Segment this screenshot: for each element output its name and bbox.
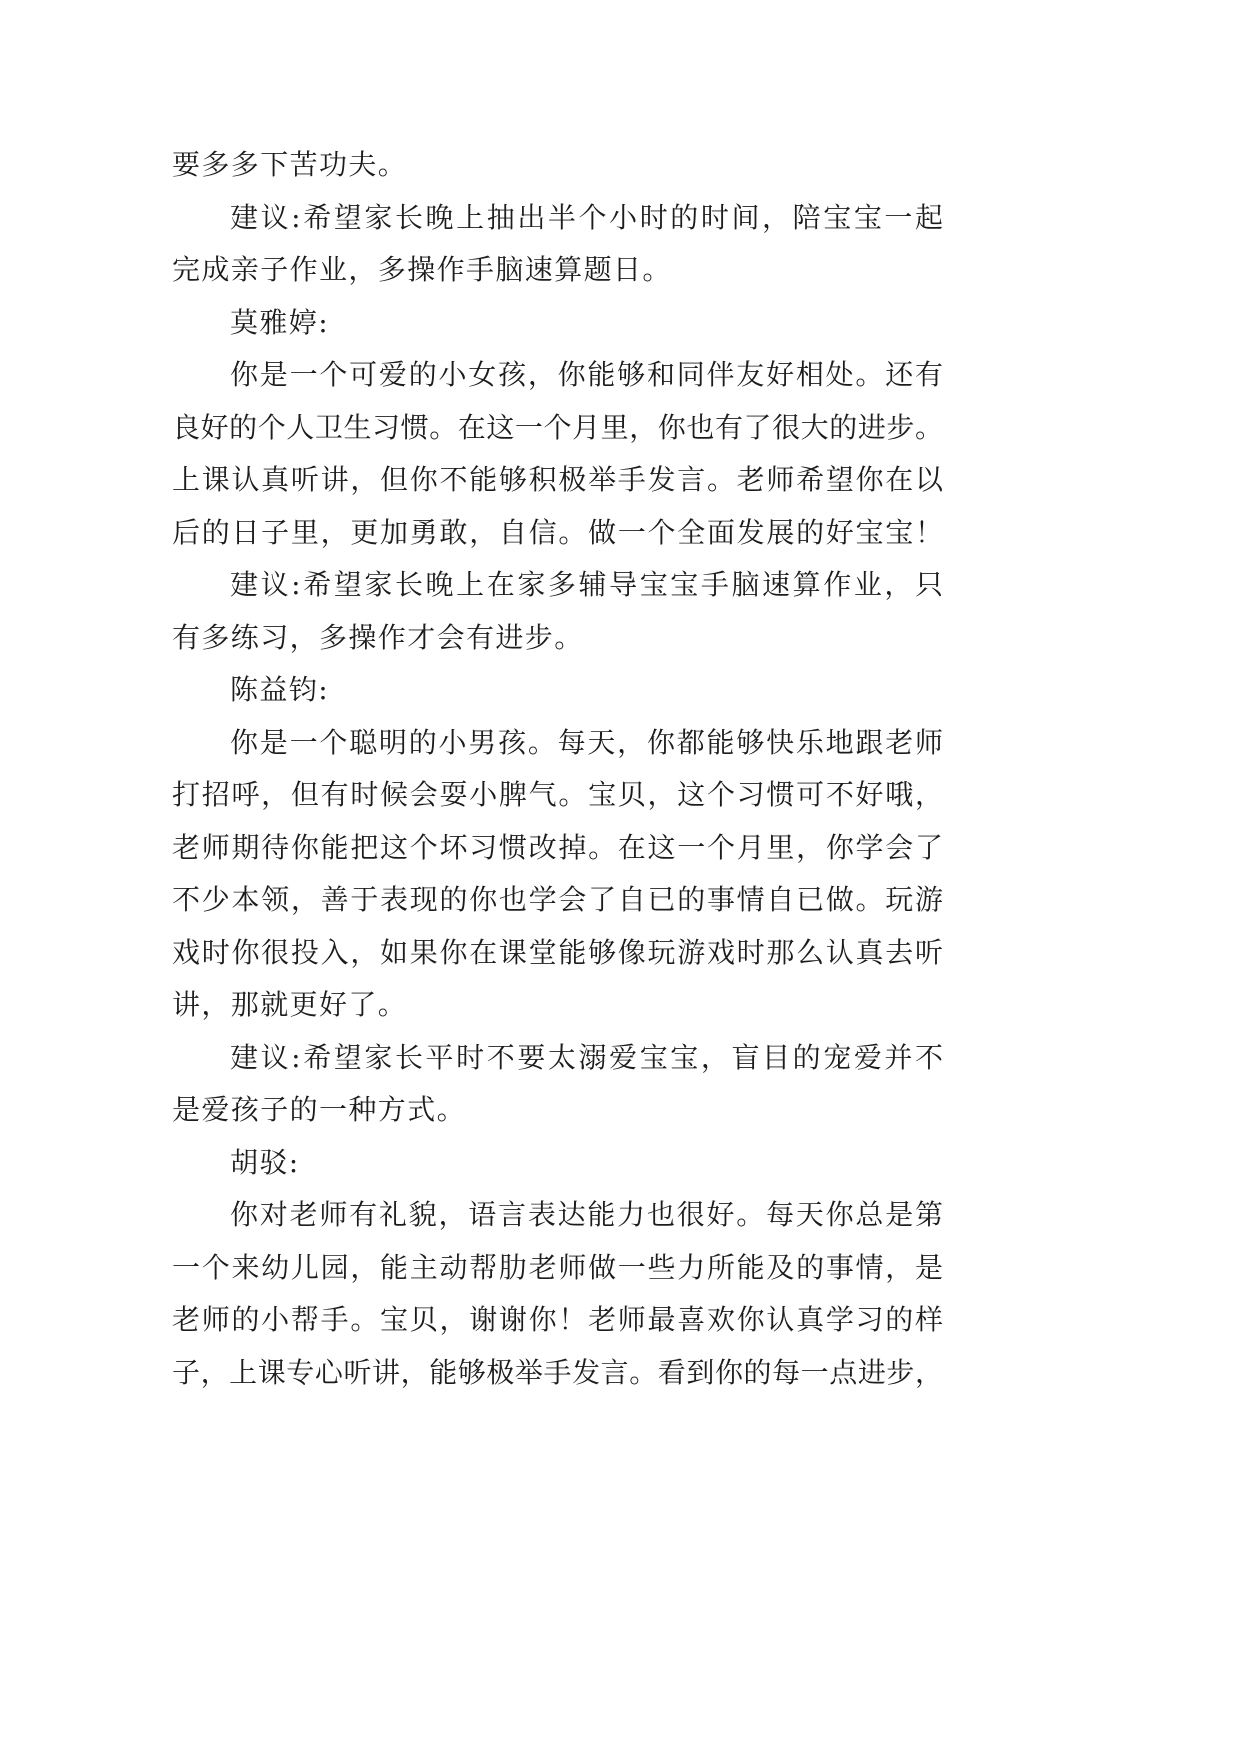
suggestion-paragraph (172, 1032, 943, 1137)
text-line: 完成亲子作业，多操作手脑速算题日。 (172, 253, 672, 286)
text-line: 是爱孩子的一种方式。 (172, 1093, 467, 1126)
student-name-heading (172, 1137, 943, 1190)
text-line: 有多练习，多操作才会有进步。 (172, 620, 584, 654)
text-line: 子，上课专心听讲，能够极举手发言。看到你的每一点进步， (172, 1355, 943, 1389)
text-line: 要多多下苦功夫。 (172, 148, 408, 181)
text-line: 戏时你很投入，如果你在课堂能够像玩游戏时那么认真去听 (172, 935, 943, 969)
text-line: 建议:希望家长晚上抽出半个小时的时间，陪宝宝一起 (230, 200, 943, 234)
text-line: 胡驳: (230, 1145, 300, 1179)
document-body (172, 139, 943, 1399)
suggestion-paragraph (172, 192, 943, 297)
text-line: 建议:希望家长平时不要太溺爱宝宝，盲目的宠爱并不 (230, 1040, 943, 1074)
text-line: 不少本领，善于表现的你也学会了自已的事情自已做。玩游 (172, 883, 943, 916)
text-line: 一个来幼儿园，能主动帮肋老师做一些力所能及的事情，是 (172, 1250, 943, 1284)
comment-paragraph (172, 1189, 943, 1399)
text-line: 陈益钧: (230, 673, 330, 706)
student-name-heading (172, 297, 943, 350)
text-line: 莫雅婷: (230, 305, 330, 339)
text-line: 建议:希望家长晚上在家多辅导宝宝手脑速算作业，只 (230, 568, 943, 601)
text-line: 你对老师有礼貌，语言表达能力也很好。每天你总是第 (230, 1198, 943, 1231)
student-name-heading (172, 664, 943, 717)
text-line: 后的日子里，更加勇敢，自信。做一个全面发展的好宝宝！ (172, 515, 943, 549)
text-line: 你是一个可爱的小女孩，你能够和同伴友好相处。还有 (230, 358, 943, 391)
comment-paragraph (172, 349, 943, 559)
text-line: 上课认真听讲，但你不能够积极举手发言。老师希望你在以 (172, 463, 943, 496)
text-line: 老师的小帮手。宝贝，谢谢你！老师最喜欢你认真学习的样 (172, 1303, 943, 1336)
text-line: 老师期待你能把这个坏习惯改掉。在这一个月里，你学会了 (172, 830, 943, 864)
paragraph (172, 139, 943, 192)
text-line: 你是一个聪明的小男孩。每天，你都能够快乐地跟老师 (230, 725, 943, 759)
text-line: 打招呼，但有时候会耍小脾气。宝贝，这个习惯可不好哦， (172, 778, 943, 811)
text-line: 良好的个人卫生习惯。在这一个月里，你也有了很大的进步。 (172, 410, 943, 444)
suggestion-paragraph (172, 559, 943, 664)
comment-paragraph (172, 717, 943, 1032)
text-line: 讲，那就更好了。 (172, 988, 408, 1021)
